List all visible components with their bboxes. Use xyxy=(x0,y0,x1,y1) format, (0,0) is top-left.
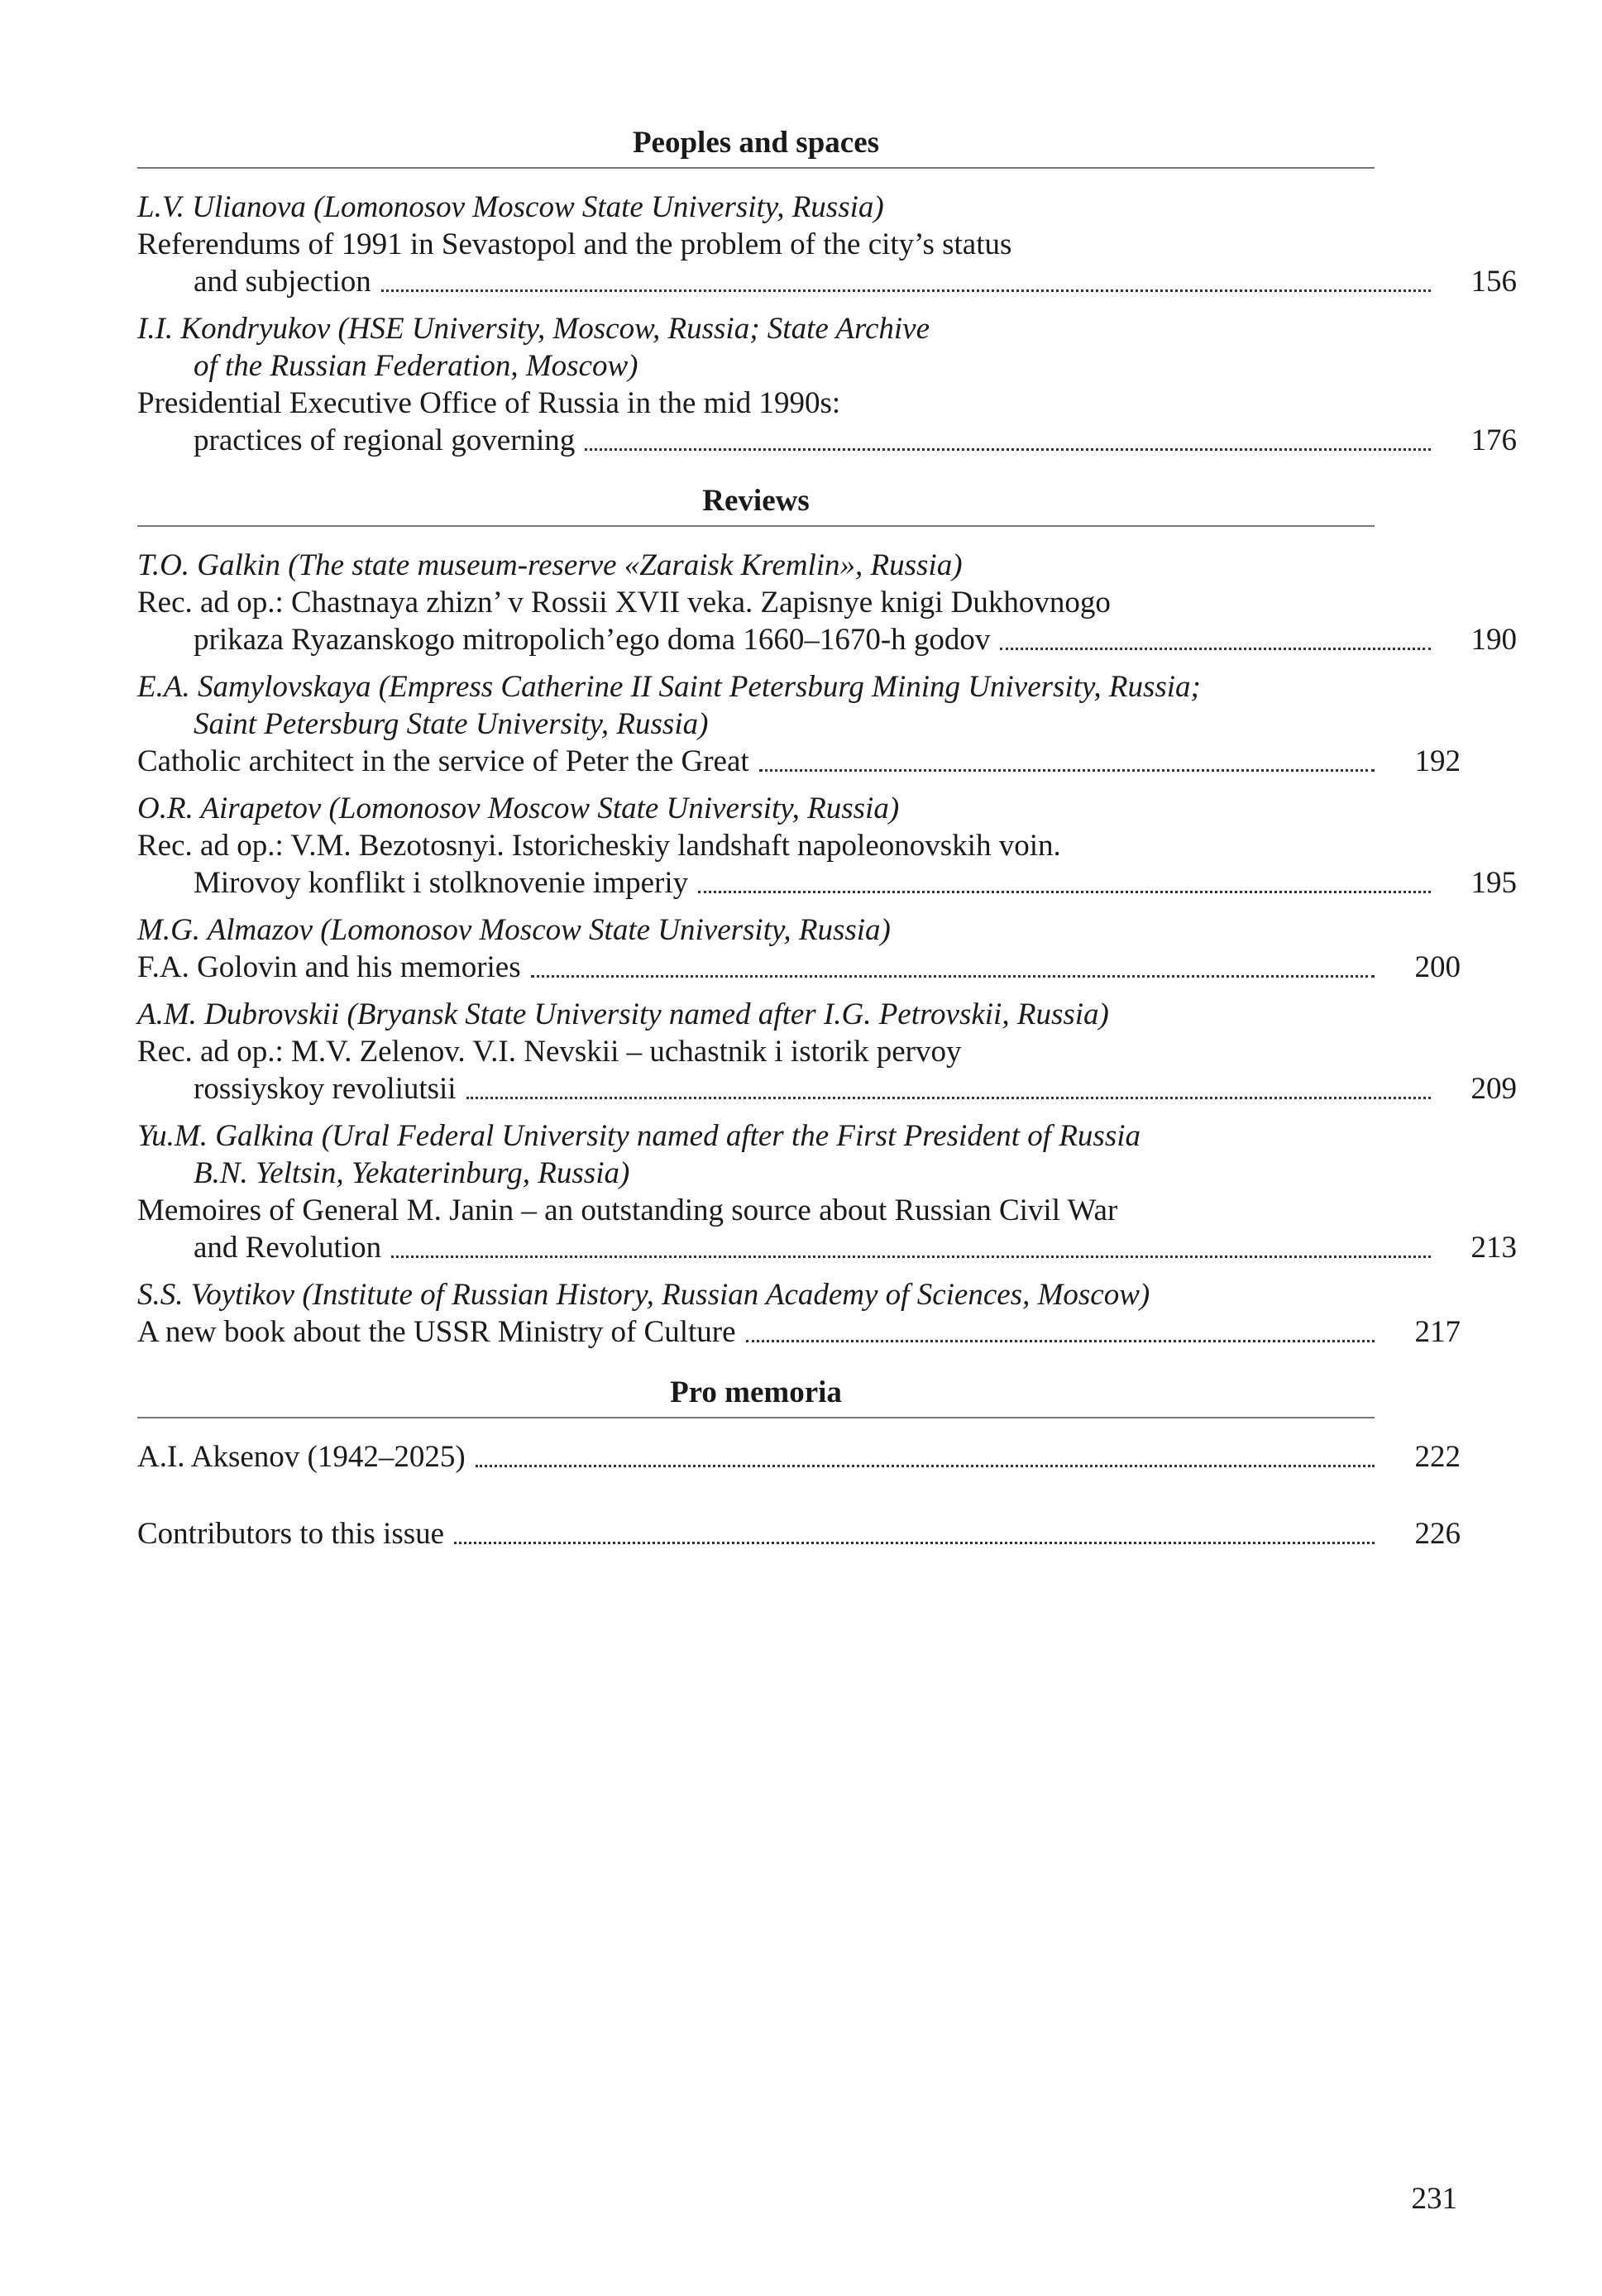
entry-leader-line xyxy=(137,621,1517,658)
dot-leader xyxy=(1000,648,1431,650)
entry-author xyxy=(137,1117,1461,1192)
page-number: 209 xyxy=(1470,1072,1517,1106)
page-number: 176 xyxy=(1470,423,1517,457)
entry-title-line: Referendums of 1991 in Sevastopol and the problem of the city’s status xyxy=(137,227,1012,261)
section-header xyxy=(137,1374,1375,1418)
entry-title-end: and Revolution xyxy=(194,1231,382,1265)
section-peoples-and-spaces xyxy=(137,124,1517,459)
author-line: T.O. Galkin (The state museum-reserve «Zaraisk Kremlin», Russia) xyxy=(137,548,963,582)
dot-leader xyxy=(476,1465,1375,1467)
page-number: 195 xyxy=(1470,866,1517,900)
toc-entry[interactable] xyxy=(137,790,1517,902)
entry-author xyxy=(137,310,1461,385)
entry-title-end: rossiyskoy revoliutsii xyxy=(194,1072,457,1106)
entry-leader-line xyxy=(137,864,1517,902)
author-line: A.M. Dubrovskii (Bryansk State University named after I.G. Petrovskii, Russia) xyxy=(137,997,1109,1031)
entry-author xyxy=(137,547,1461,584)
toc-entry[interactable] xyxy=(137,996,1517,1107)
entry-author xyxy=(137,668,1461,743)
entry-author xyxy=(137,1276,1461,1313)
author-line-continued: B.N. Yeltsin, Yekaterinburg, Russia) xyxy=(194,1156,630,1190)
author-line: E.A. Samylovskaya (Empress Catherine II Saint Petersburg Mining University, Russia; xyxy=(137,670,1201,704)
dot-leader xyxy=(698,891,1431,893)
toc-entry[interactable] xyxy=(137,911,1461,986)
section-header xyxy=(137,124,1375,169)
entry-title-end: A new book about the USSR Ministry of Culture xyxy=(137,1315,736,1349)
entry-title-line: Memoires of General M. Janin – an outstanding source about Russian Civil War xyxy=(137,1193,1118,1227)
entry-leader-line xyxy=(137,949,1461,986)
author-line: Yu.M. Galkina (Ural Federal University named after the First President of Russia xyxy=(137,1119,1141,1153)
section-title: Pro memoria xyxy=(670,1375,842,1409)
entry-leader-line xyxy=(137,1070,1517,1107)
entry-author xyxy=(137,189,1461,226)
entry-leader-line xyxy=(137,1438,1461,1476)
toc-entry[interactable] xyxy=(137,1117,1517,1266)
dot-leader xyxy=(466,1097,1431,1099)
author-line: O.R. Airapetov (Lomonosov Moscow State University, Russia) xyxy=(137,792,900,825)
toc-entry[interactable] xyxy=(137,1438,1461,1476)
author-line: M.G. Almazov (Lomonosov Moscow State University, Russia) xyxy=(137,913,891,947)
section-reviews xyxy=(137,482,1517,1351)
section-title: Reviews xyxy=(702,484,810,518)
entry-title-end: Catholic architect in the service of Peter the Great xyxy=(137,744,749,778)
toc-entry[interactable] xyxy=(137,189,1517,300)
entry-title-end: Mirovoy konflikt i stolknovenie imperiy xyxy=(194,866,689,900)
entry-leader-line xyxy=(137,422,1517,459)
entry-author xyxy=(137,790,1461,827)
dot-leader xyxy=(746,1340,1375,1342)
entry-title-line: Rec. ad op.: Chastnaya zhizn’ v Rossii XVII veka. Zapisnye knigi Dukhovnogo xyxy=(137,586,1111,619)
page-number: 222 xyxy=(1414,1440,1461,1474)
entry-leader-line xyxy=(137,1515,1461,1552)
dot-leader xyxy=(381,289,1431,292)
entry-author xyxy=(137,911,1461,949)
entry-title-end: prikaza Ryazanskogo mitropolich’ego doma 1660–1670-h godov xyxy=(194,623,991,657)
page-number: 156 xyxy=(1470,265,1517,299)
entry-title-line: Rec. ad op.: M.V. Zelenov. V.I. Nevskii – uchastnik i istorik pervoy xyxy=(137,1035,962,1069)
entry-leader-line xyxy=(137,1229,1517,1266)
section-title: Peoples and spaces xyxy=(632,126,880,160)
author-line-continued: of the Russian Federation, Moscow) xyxy=(194,349,638,383)
table-of-contents xyxy=(137,124,1517,1552)
dot-leader xyxy=(454,1542,1375,1544)
entry-title-end: practices of regional governing xyxy=(194,423,576,457)
dot-leader xyxy=(531,975,1375,978)
entry-title-end: Contributors to this issue xyxy=(137,1517,445,1551)
section-pro-memoria xyxy=(137,1374,1461,1476)
entry-title-line: Rec. ad op.: V.M. Bezotosnyi. Istoricheskiy landshaft napoleonovskih voin. xyxy=(137,829,1061,863)
page-number: 226 xyxy=(1414,1517,1461,1551)
toc-entry-contributors[interactable] xyxy=(137,1515,1461,1552)
dot-leader xyxy=(759,769,1375,772)
page-number: 217 xyxy=(1414,1315,1461,1349)
toc-entry[interactable] xyxy=(137,310,1517,459)
entry-title-end: F.A. Golovin and his memories xyxy=(137,950,521,984)
page-number: 213 xyxy=(1470,1231,1517,1265)
page-number: 190 xyxy=(1470,623,1517,657)
entry-author xyxy=(137,996,1461,1033)
toc-entry[interactable] xyxy=(137,668,1461,780)
author-line-continued: Saint Petersburg State University, Russia) xyxy=(194,707,709,741)
author-line: L.V. Ulianova (Lomonosov Moscow State University, Russia) xyxy=(137,190,884,224)
entry-title-end: and subjection xyxy=(194,265,371,299)
entry-leader-line xyxy=(137,743,1461,780)
dot-leader xyxy=(585,448,1431,451)
entry-title-line: Presidential Executive Office of Russia in the mid 1990s: xyxy=(137,386,841,420)
page-number: 192 xyxy=(1414,744,1461,778)
toc-entry[interactable] xyxy=(137,547,1517,658)
entry-leader-line xyxy=(137,263,1517,300)
section-header xyxy=(137,482,1375,527)
author-line: S.S. Voytikov (Institute of Russian History, Russian Academy of Sciences, Moscow) xyxy=(137,1278,1150,1312)
page-number: 200 xyxy=(1414,950,1461,984)
dot-leader xyxy=(391,1256,1431,1258)
toc-entry[interactable] xyxy=(137,1276,1461,1351)
page-folio: 231 xyxy=(1411,2182,1457,2216)
author-line: I.I. Kondryukov (HSE University, Moscow, Russia; State Archive xyxy=(137,312,930,346)
entry-leader-line xyxy=(137,1313,1461,1351)
entry-title-end: A.I. Aksenov (1942–2025) xyxy=(137,1440,466,1474)
